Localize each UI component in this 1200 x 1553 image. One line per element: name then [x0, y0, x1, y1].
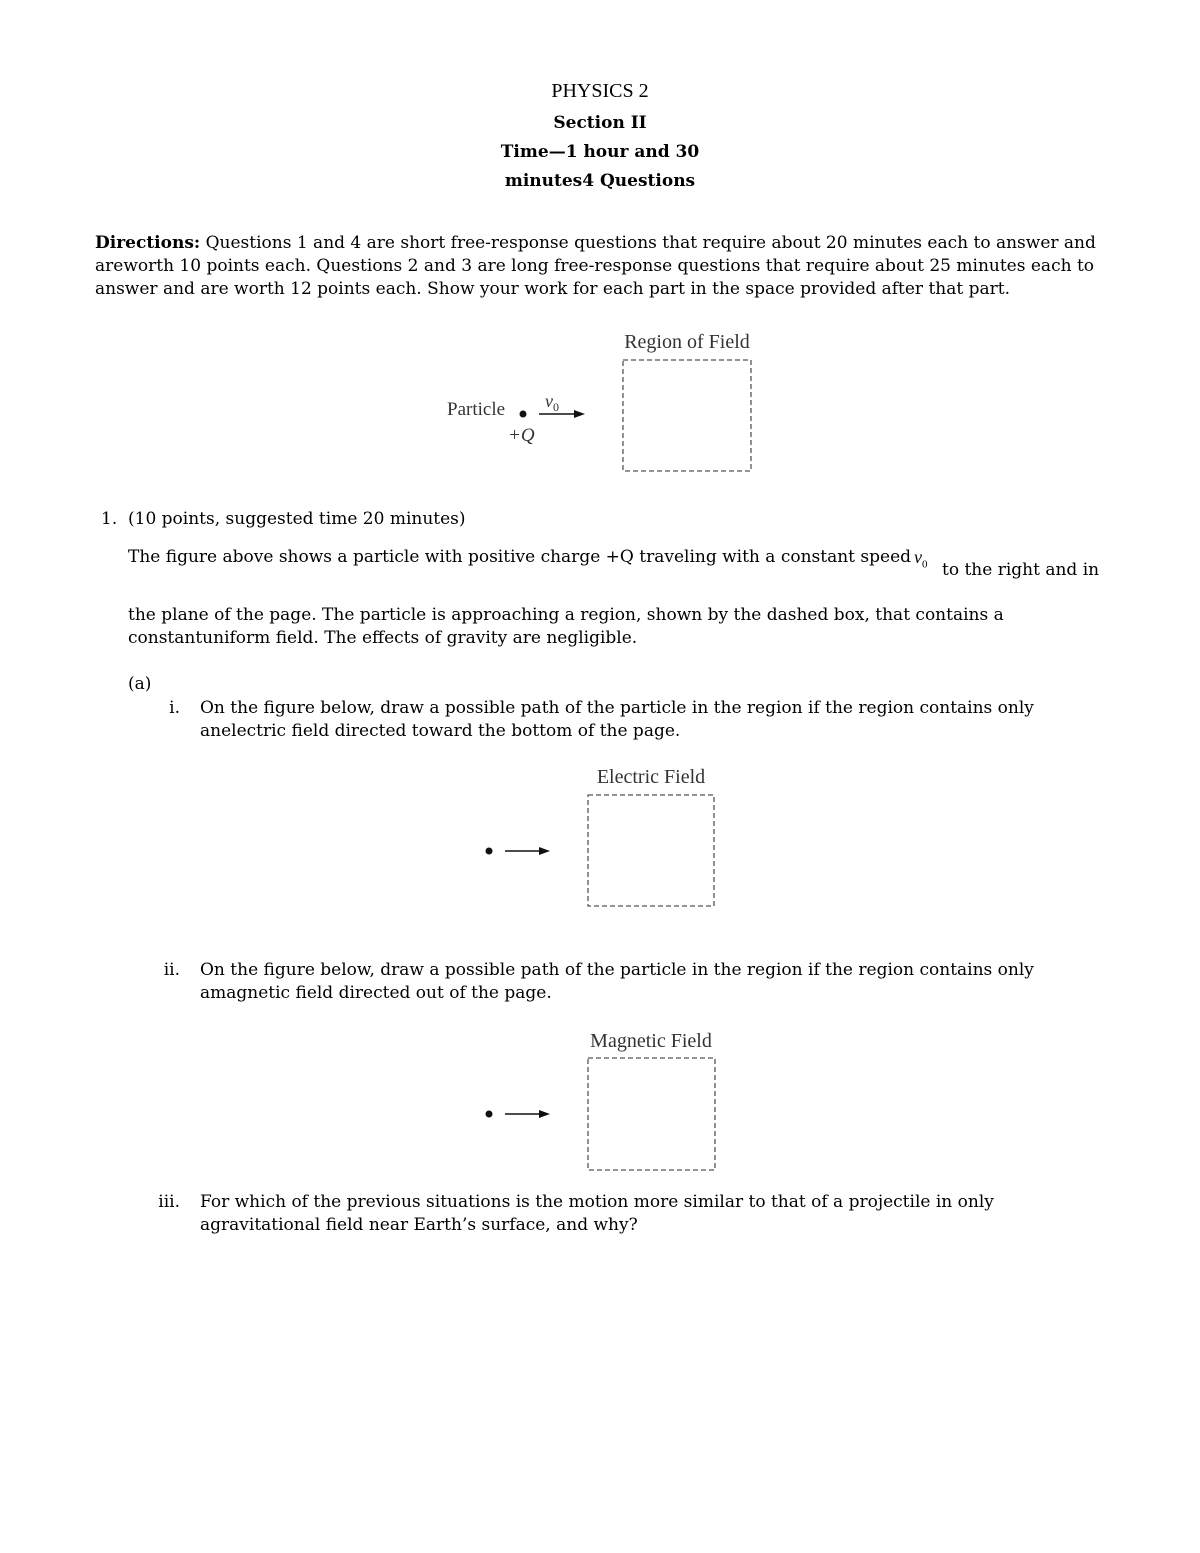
time-heading-line1: Time—1 hour and 30 — [500, 142, 700, 162]
v0-symbol: $v_0$ — [914, 547, 928, 571]
item-iii-text: For which of the previous situations is the motion more similar to that of a projectile in only agravitational field near Earth’s surface, and why? — [200, 1192, 994, 1235]
velocity-arrowhead — [539, 1110, 550, 1118]
electric-field-label: Electric Field — [596, 766, 706, 788]
directions-line3: answer and are worth 12 points each. Show your work for each part in the space provided after that part. — [95, 279, 1010, 299]
numeral-i: i. — [169, 698, 180, 718]
directions-line1: Questions 1 and 4 are short free-response questions that require about 20 minutes each to answer and — [200, 233, 1096, 253]
time-heading-line2: minutes4 Questions — [504, 171, 696, 191]
magnetic-field-label: Magnetic Field — [590, 1030, 712, 1052]
question-header: (10 points, suggested time 20 minutes) — [128, 509, 466, 529]
question-line1: The figure above shows a particle with positive charge +Q traveling with a constant speed — [128, 547, 912, 567]
question-line2: the plane of the page. The particle is approaching a region, shown by the dashed box, that contains a constantuniform field. The effects of gravity are negligible. — [128, 605, 1004, 648]
page-title: PHYSICS 2 — [551, 80, 649, 102]
directions-label: Directions: — [95, 233, 201, 253]
directions-line2: areworth 10 points each. Questions 2 and 3 are long free-response questions that require about 25 minutes each to — [95, 256, 1095, 276]
item-ii-text: On the figure below, draw a possible path of the particle in the region if the region contains only amagnetic field directed out of the page. — [200, 960, 1034, 1003]
particle-label: Particle — [447, 399, 506, 420]
particle-dot — [486, 1111, 493, 1118]
section-heading: Section II — [553, 113, 647, 133]
charge-label: +Q — [508, 425, 535, 446]
question-line1-end: to the right and in — [942, 560, 1100, 580]
part-a-label: (a) — [128, 674, 152, 694]
magnetic-field-dashed-box — [588, 1058, 715, 1170]
numeral-ii: ii. — [163, 960, 180, 980]
item-i-text: On the figure below, draw a possible path of the particle in the region if the region contains only anelectric field directed toward the bottom of the page. — [200, 698, 1034, 741]
region-of-field-label: Region of Field — [624, 331, 750, 353]
question-number: 1. — [101, 509, 118, 529]
velocity-label: $v_0$ — [545, 391, 559, 414]
numeral-iii: iii. — [158, 1192, 180, 1212]
